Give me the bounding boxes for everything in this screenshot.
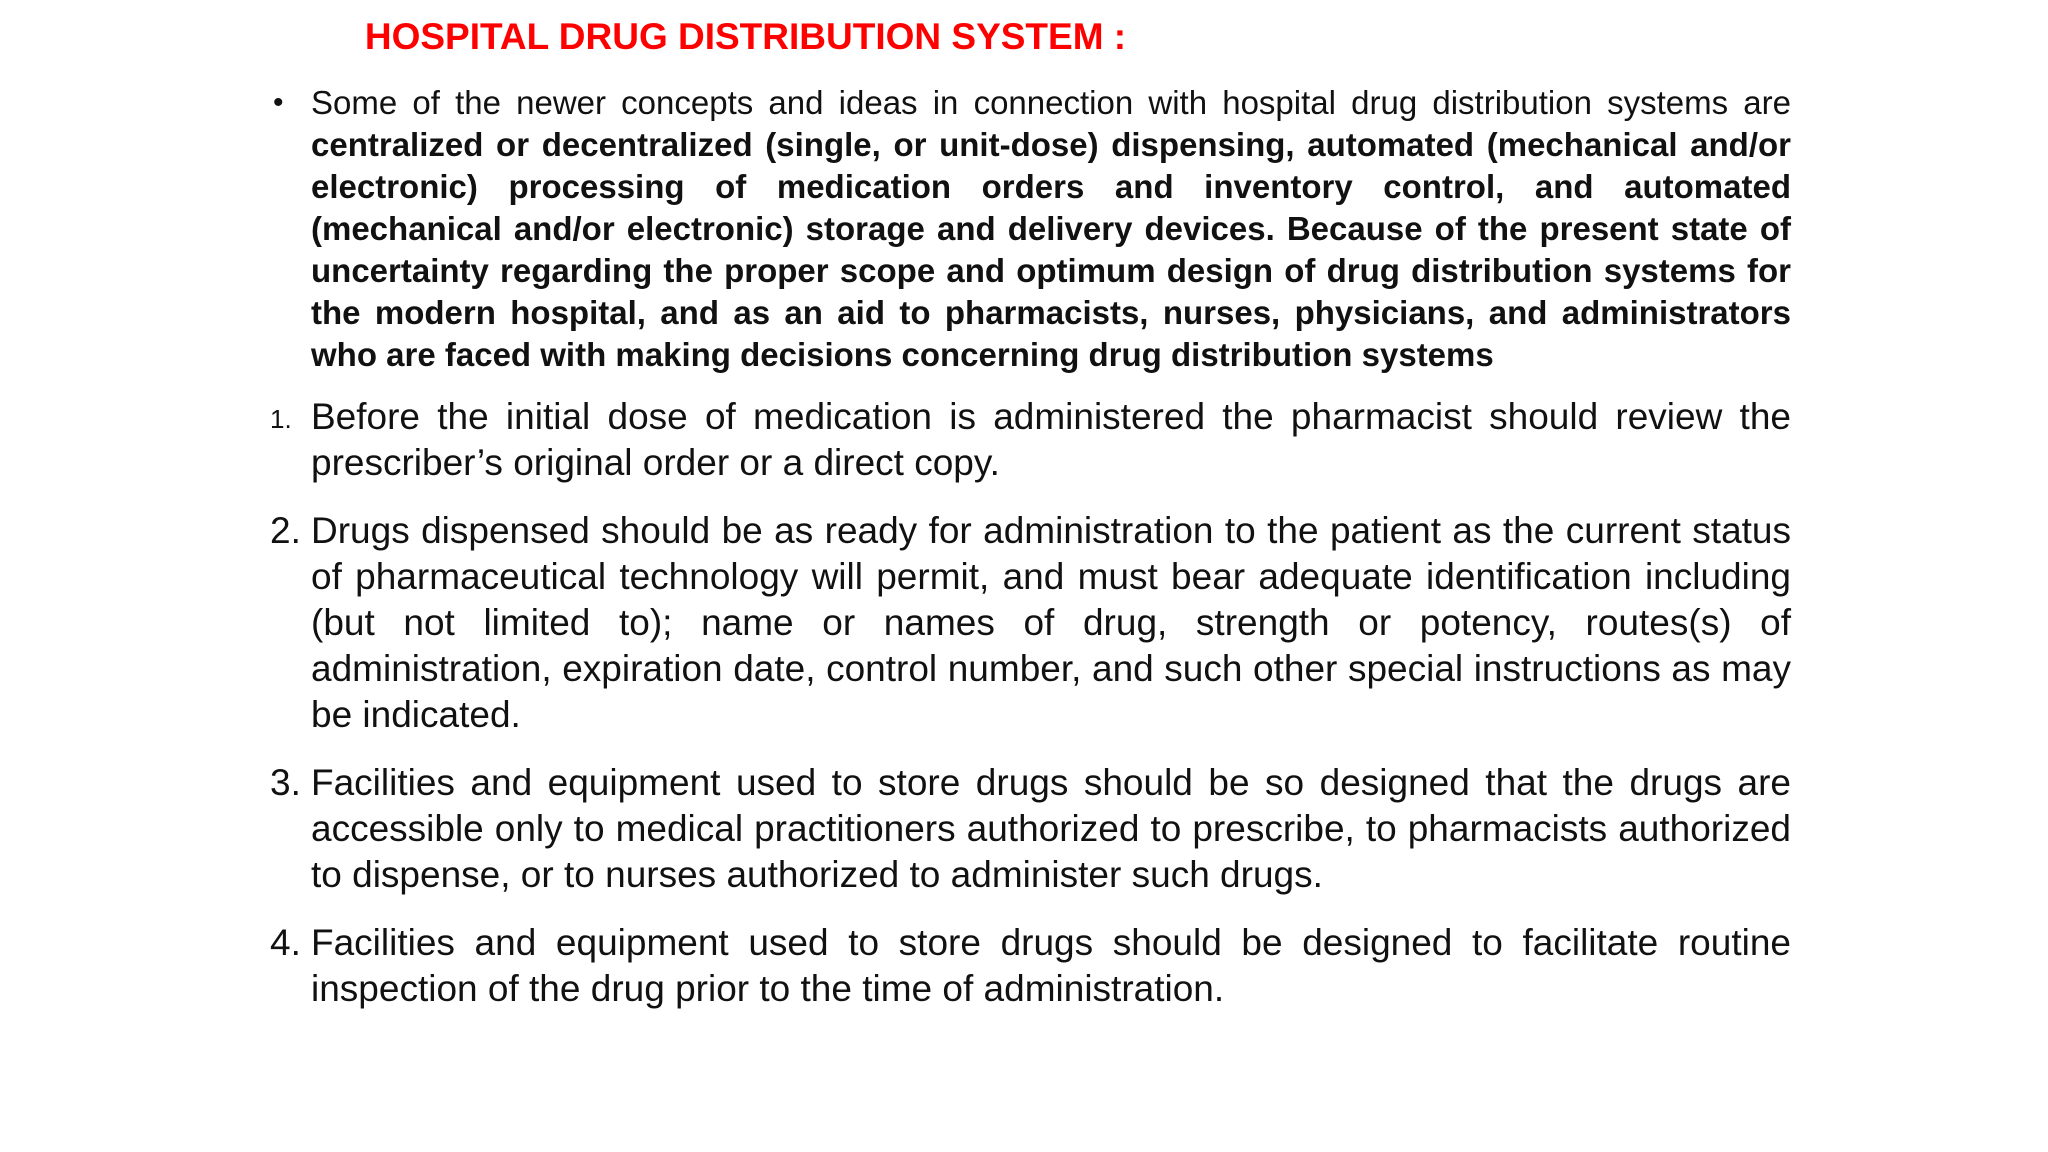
list-item-4 (270, 920, 1791, 1012)
list-item-2 (270, 508, 1791, 738)
intro-lead-text: Some of the newer concepts and ideas in connection with hospital drug distribution systems are (311, 84, 1791, 121)
list-number-2: 2. (270, 510, 301, 551)
bullet-marker: • (273, 86, 284, 119)
slide-content (270, 82, 1791, 1012)
list-item-3 (270, 760, 1791, 898)
slide-title: HOSPITAL DRUG DISTRIBUTION SYSTEM : (364, 16, 1127, 57)
list-number-1: 1. (270, 404, 292, 434)
intro-bullet (270, 82, 1791, 376)
list-text-1: Before the initial dose of medication is administered the pharmacist should review the prescriber’s original order or a direct copy. (311, 396, 1791, 483)
list-item-1 (270, 394, 1791, 486)
list-text-3: Facilities and equipment used to store drugs should be so designed that the drugs are accessible only to medical practitioners authorized to prescribe, to pharmacists authorized to dispense, or to nurses authorized to administer such drugs. (311, 762, 1791, 895)
intro-bold-text: centralized or decentralized (single, or unit-dose) dispensing, automated (mechanical and/or electronic) processing of medication orders and inventory control, and automated (mechanical and/or electronic) storage and delivery devices. Because of the present state of uncertainty regarding the proper scope and optimum design of drug distribution systems for the modern hospital, and as an aid to pharmacists, nurses, physicians, and administrators who are faced with making decisions concerning drug distribution systems (311, 126, 1791, 373)
list-text-2: Drugs dispensed should be as ready for administration to the patient as the current status of pharmaceutical technology will permit, and must bear adequate identification including (but not limited to); name or names of drug, strength or potency, routes(s) of administration, expiration date, control number, and such other special instructions as may be indicated. (311, 510, 1791, 735)
list-number-4: 4. (270, 922, 301, 963)
list-text-4: Facilities and equipment used to store drugs should be designed to facilitate routine inspection of the drug prior to the time of administration. (311, 922, 1791, 1009)
list-number-3: 3. (270, 762, 301, 803)
